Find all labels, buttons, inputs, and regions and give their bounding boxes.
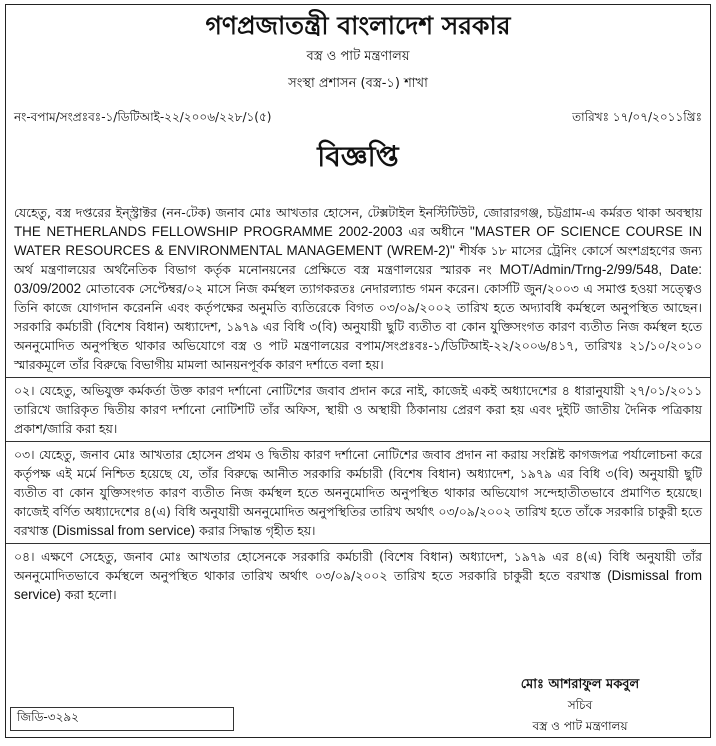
letterhead: [6, 5, 710, 95]
bangla-text: করা হলো।: [60, 587, 117, 602]
notice-page: [5, 4, 711, 738]
paragraph-3: [14, 445, 702, 540]
signatory-office: বস্ত্র ও পাট মন্ত্রণালয়: [532, 719, 628, 733]
signatory-designation: সচিব: [567, 698, 593, 712]
section-name: সংস্থা প্রশাসন (বস্ত্র-১) শাখা: [288, 76, 428, 91]
paragraph-2: ০২। যেহেতু, অভিযুক্ত কর্মকর্তা উক্ত কারণ দর্শানো নোটিশের জবাব প্রদান করে নাই, কাজেই একই অধ্যাদেশের ৪ ধারানুযায়ী ২৭/০১/২০১১ তারিখে জারিকৃত দ্বিতীয় কারণ দর্শানো নোটিশটি তাঁর অফিস, স্থায়ী ও অস্থায়ী ঠিকানায় প্রেরণ করা হয় এবং দুইটি জাতীয় দৈনিক পত্রিকায় প্রকাশ/জারি করা হয়।: [14, 383, 702, 436]
paragraph-divider: [6, 441, 710, 442]
government-title: গণপ্রজাতন্ত্রী বাংলাদেশ সরকার: [205, 11, 511, 40]
english-phrase: (Dismissal from service): [14, 568, 702, 602]
bangla-text: করার সিদ্ধান্ত গৃহীত হয়।: [195, 523, 316, 538]
english-phrase: (Dismissal from service): [52, 523, 196, 538]
paragraph-divider: [6, 377, 710, 378]
notice-body: [14, 203, 702, 604]
reference-line: [14, 109, 702, 129]
bangla-text: যেহেতু, বস্ত্র দপ্তরের ইন্স্ট্রাক্টর (নন-টেক) জনাব মোঃ আখতার হোসেন, টেক্সটাইল ইনস্টিটিউট, জোরারগঞ্জ, চট্টগ্রাম-এ কর্মরত থাকা অবস্থায়: [14, 205, 702, 220]
bangla-text: ০৪। এক্ষণে সেহেতু, জনাব মোঃ আখতার হোসেনকে সরকারি কর্মচারী (বিশেষ বিধান) অধ্যাদেশ, ১৯৭৯ এর ৪(এ) বিধি অনুযায়ী তাঁর অননুমোদিতভাবে কর্মস্থলে অনুপস্থিত থাকার তারিখ অর্থাৎ ০৩/০৯/২০০২ তারিখ হতে সরকারি চাকুরী হতে বরখাস্ত: [14, 549, 702, 583]
bangla-text: ০৩। যেহেতু, জনাব মোঃ আখতার হোসেন প্রথম ও দ্বিতীয় কারণ দর্শানো নোটিশের জবাব প্রদান না করায় সংশ্লিষ্ট কাগজপত্র পর্যালোচনা করে কর্তৃপক্ষ এই মর্মে নিশ্চিত হয়েছে যে, তাঁর বিরুদ্ধে আনীত সরকারি কর্মচারী (বিশেষ বিধান) অধ্যাদেশ, ১৯৭৯ এর বিধি ৩(বি) অনুযায়ী ছুটি ব্যতীত বা কোন যুক্তিসংগত কারণ ব্যতীত নিজ কর্মস্থল হতে অননুমোদিত অনুপস্থিত থাকার অভিযোগ সন্দেহাতীতভাবে প্রমাণিত হয়েছে। কাজেই বর্ণিত অধ্যাদেশের ৪(এ) বিধি অনুযায়ী অননুমোদিত অনুপস্থিতির তারিখ অর্থাৎ ০৩/০৯/২০০২ তারিখ হতে তাঁকে সরকারি চাকুরী হতে বরখাস্ত: [14, 447, 702, 538]
signature-block: [480, 675, 680, 737]
bangla-text: এর অধীনে: [402, 224, 470, 239]
bangla-text: মোতাবেক সেপ্টেম্বর/০২ মাসে নিজ কর্মস্থল ত্যাগকরতঃ নেদারল্যান্ড গমন করেন। কোর্সটি জুন/২০০৩ এ সমাপ্ত হওয়া সত্ত্বেও তিনি কাজে যোগদান করেননি এবং কর্তৃপক্ষের অনুমতি ব্যতিরেকে বিগত ০৩/০৯/২০০২ তারিখ হতে অদ্যাবধি কর্মস্থলে অনুপস্থিত আছেন। সরকারি কর্মচারী (বিশেষ বিধান) অধ্যাদেশ, ১৯৭৯ এর বিধি ৩(বি) অনুযায়ী ছুটি ব্যতীত বা কোন যুক্তিসংগত কারণ ব্যতীত নিজ কর্মস্থল হতে অননুমোদিত অনুপস্থিত থাকার অভিযোগে বস্ত্র ও পাট মন্ত্রণালয়ের বপাম/সংপ্রঃবঃ-১/ডিটিআই-২২/২০০৬/৪১৭, তারিখঃ ২১/১০/২০১০ স্মারকমূলে তাঁর বিরুদ্ধে বিভাগীয় মামলা আনয়নপূর্বক কারণ দর্শাতে বলা হয়।: [14, 281, 702, 372]
gd-code: জিডি-৩২৯২: [10, 707, 234, 731]
signatory-name: মোঃ আশরাফুল মকবুল: [520, 677, 640, 692]
english-phrase: MOT/Admin/Trng-2/99/548, Date: 03/09/2002: [14, 262, 702, 296]
bangla-text: শীর্ষক ১৮ মাসের ট্রেনিং কোর্সে অংশগ্রহণের জন্য অর্থ মন্ত্রণালয়ের অর্থনৈতিক বিভাগ কর্তৃক মনোনয়নের প্রেক্ষিতে বস্ত্র মন্ত্রণালয়ের স্মারক নং: [14, 243, 703, 277]
document-title: বিজ্ঞপ্তি: [317, 140, 399, 173]
english-phrase: THE NETHERLANDS FELLOWSHIP PROGRAMME 2002-2003: [14, 224, 403, 239]
memo-number: নং-বপাম/সংপ্রঃবঃ-১/ডিটিআই-২২/২০০৬/২২৮/১(৫): [14, 110, 272, 124]
english-phrase: "MASTER OF SCIENCE COURSE IN WATER RESOURCES & ENVIRONMENTAL MANAGEMENT (WREM-2)": [14, 224, 702, 258]
paragraph-4: [14, 547, 702, 604]
paragraph-divider: [6, 543, 710, 544]
paragraph-1: [14, 203, 702, 374]
memo-date: তারিখঃ ১৭/০৭/২০১১খ্রিঃ: [572, 110, 702, 124]
ministry-name: বস্ত্র ও পাট মন্ত্রণালয়: [306, 49, 410, 64]
